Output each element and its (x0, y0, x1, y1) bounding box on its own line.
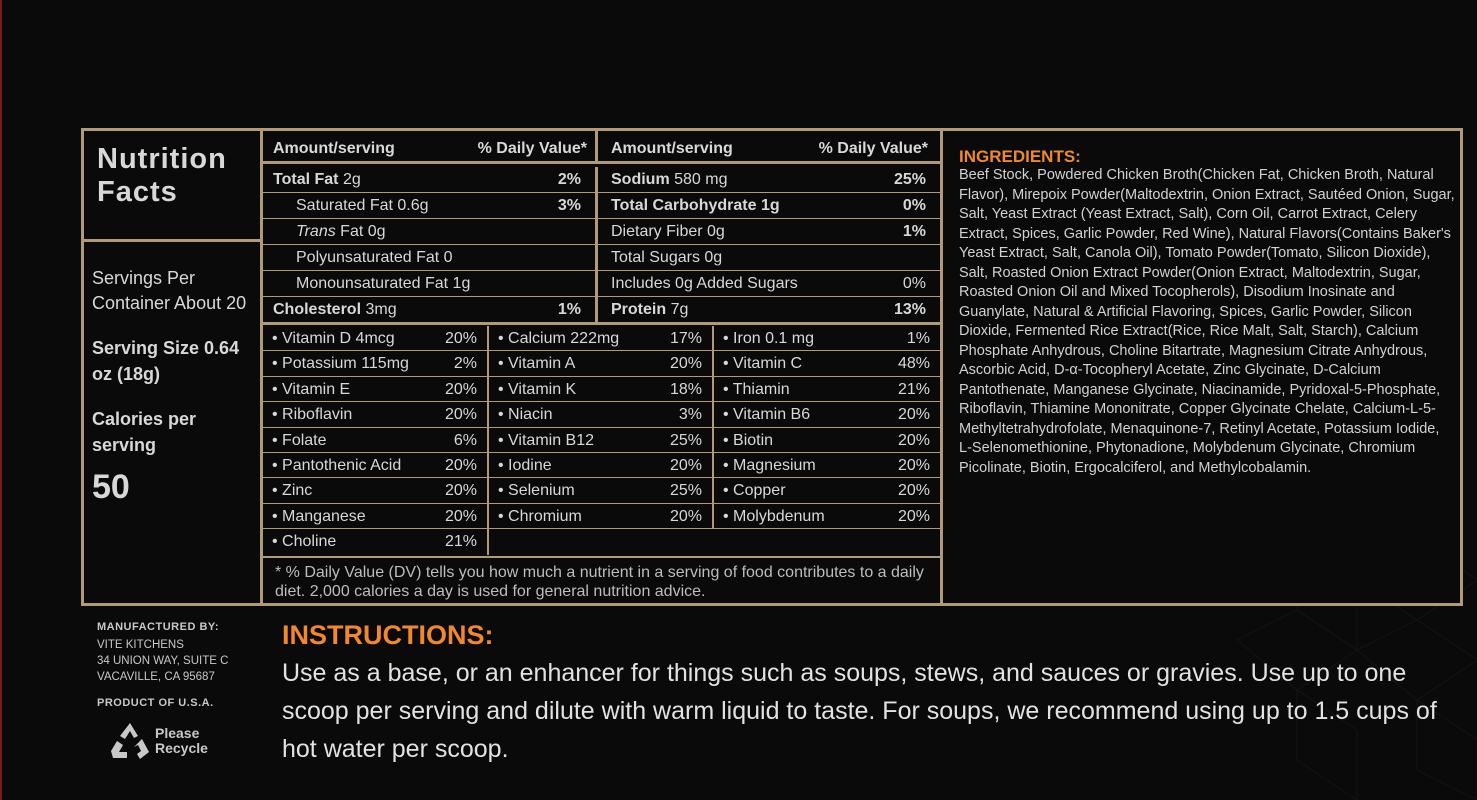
vitamin-name: • Vitamin A (498, 355, 576, 373)
vitamin-name: • Iodine (498, 457, 552, 474)
nutrient-name: Total Sugars 0g (611, 249, 723, 266)
vitamin-name: • Magnesium (723, 457, 816, 474)
vitamin-dv: 20% (897, 457, 930, 474)
vitamin-dv: 20% (669, 507, 702, 525)
vitamin-row (263, 529, 940, 554)
vitamin-cell (714, 478, 940, 502)
instructions-text: Use as a base, or an enhancer for things such as soups, stews, and sauces or gravies. Use up to one scoop per serving and dilute with warm liquid to taste. For soups, we recommend using up to 1.5 cups of hot water per scoop. (282, 659, 1437, 763)
manufactured-by-heading: MANUFACTURED BY: (97, 621, 220, 633)
left-edge-line (0, 0, 2, 800)
vitamin-cell (489, 504, 714, 528)
vitamin-name: • Iron 0.1 mg (723, 330, 814, 347)
recycle-badge (109, 721, 267, 761)
nutrient-amount: 580 mg (674, 171, 728, 188)
vitamin-name: • Biotin (723, 431, 774, 449)
nutrient-name: Total Carbohydrate 1g (611, 197, 780, 214)
nutrient-dv: 1% (902, 223, 926, 240)
recycle-line-2: Recycle (155, 740, 208, 756)
vitamin-cell (489, 351, 714, 375)
vitamin-row (263, 504, 940, 529)
vitamin-cell (714, 529, 940, 554)
vitamin-cell (489, 377, 714, 401)
vitamin-row (263, 478, 940, 503)
instructions-title: INSTRUCTIONS: (282, 620, 494, 650)
vitamin-dv: 2% (453, 355, 477, 373)
vitamin-cell (263, 529, 489, 554)
vitamin-dv: 20% (444, 507, 477, 525)
vitamin-name: • Copper (723, 482, 786, 500)
dv-header: % Daily Value* (477, 140, 587, 157)
vitamin-row (263, 326, 940, 351)
nutrient-label (273, 171, 361, 189)
nutrient-name: Total Fat (273, 171, 339, 188)
vitamin-name: • Vitamin B6 (723, 406, 811, 424)
vitamin-cell (714, 351, 940, 375)
amount-header: Amount/serving (273, 140, 395, 157)
nutrient-row (263, 193, 940, 219)
vitamin-dv: 20% (444, 457, 477, 474)
manufacturer-address-1: 34 UNION WAY, SUITE C (97, 655, 229, 667)
ingredients-text: Beef Stock, Powdered Chicken Broth(Chicken Fat, Chicken Broth, Natural Flavor), Mirepoix Powder(Maltodextrin, Onion Extract, Sautéed Onion, Sugar, Salt, Yeast Extract (Yeast Extract, Salt), Corn Oil, Carrot Extract, Celery Extract, Spices, Garlic Powder, Red Wine), Natural Flavors(Contains Baker's Yeast Extract, Salt, Canola Oil), Tomato Powder(Tomato, Silicon Dioxide), Salt, Roasted Onion Extract Powder(Onion Extract, Maltodextrin, Sugar, Roasted Onion Oil and Mixed Tocopherols), Disodium Inosinate and Guanylate, Natural & Artificial Flavoring, Spices, Garlic Powder, Silicon Dioxide, Fermented Rice Extract(Rice, Rice Malt, Salt, Starch), Calcium Phosphate Anhydrous, Choline Bitartrate, Magnesium Citrate Anhydrous, Ascorbic Acid, D-α-Tocopheryl Acetate, Zinc Glycinate, D-Calcium Pantothenate, Manganese Glycinate, Niacinamide, Pyridoxal-5-Phosphate, Riboflavin, Thiamine Mononitrate, Copper Glycinate Chelate, Calcium-L-5-Methyltetrahydrofolate, Menaquinone-7, Retinyl Acetate, Potassium Iodide, L-Selenomethionine, Phytonadione, Molybdenum Glycinate, Chromium Picolinate, Biotin, Ergocalciferol, and Methylcobalamin. (959, 167, 1455, 476)
nutrient-label (296, 275, 470, 293)
vitamin-cell (714, 402, 940, 426)
vitamin-cell (714, 428, 940, 452)
vitamin-row (263, 428, 940, 453)
nutrient-cell-right (601, 271, 940, 296)
nutrient-name: Cholesterol (273, 301, 362, 318)
vitamin-cell (263, 428, 489, 452)
nutrient-cell-left (263, 297, 598, 322)
vitamin-cell (714, 377, 940, 401)
vitamin-cell (263, 453, 489, 477)
nutrient-label (611, 275, 798, 293)
vitamin-dv: 20% (897, 431, 930, 449)
vitamin-name: • Folate (272, 431, 327, 449)
nutrient-name: Sodium (611, 171, 670, 188)
vitamin-cell (489, 478, 714, 502)
nutrient-row (263, 219, 940, 245)
serving-info (84, 242, 263, 606)
dv-header: % Daily Value* (818, 140, 928, 157)
nutrient-label (611, 249, 722, 267)
ingredients-section (940, 131, 1463, 606)
nutrient-amount: Fat 0g (340, 223, 386, 240)
nutrient-row (263, 297, 940, 325)
vitamin-dv: 21% (897, 380, 930, 398)
nutrient-label (611, 223, 725, 241)
calories-value: 50 (92, 468, 130, 506)
nutrition-panel (81, 128, 1463, 606)
nutrient-cell-right (601, 219, 940, 244)
vitamin-name: • Vitamin E (272, 380, 351, 398)
nutrient-name: Saturated Fat 0.6g (296, 197, 429, 214)
product-origin: PRODUCT OF U.S.A. (97, 697, 214, 709)
vitamin-dv: 20% (897, 406, 930, 424)
vitamin-cell (489, 529, 714, 554)
nutrient-dv: 0% (902, 275, 926, 292)
nutrient-label (296, 197, 429, 215)
nutrient-cell-left (263, 271, 598, 296)
vitamin-cell (714, 326, 940, 350)
nutrient-dv: 0% (902, 197, 926, 214)
serving-size: Serving Size 0.64 oz (18g) (92, 338, 240, 384)
vitamin-name: • Riboflavin (272, 406, 353, 424)
vitamin-dv: 18% (669, 380, 702, 398)
nutrient-row (263, 167, 940, 193)
nutrient-name: Polyunsaturated Fat 0 (296, 249, 453, 266)
ingredients-title: INGREDIENTS: (959, 147, 1081, 166)
nutrient-label (611, 301, 688, 319)
header-row (263, 131, 940, 164)
nutrient-label (611, 171, 728, 189)
nutrient-cell-left (263, 219, 598, 244)
nutrient-cell-left (263, 167, 598, 192)
nutrient-grid (263, 131, 940, 606)
vitamin-cell (263, 478, 489, 502)
instructions-section (282, 620, 1462, 768)
vitamin-name: • Thiamin (723, 380, 790, 398)
nutrient-label (296, 223, 386, 241)
vitamin-row (263, 351, 940, 376)
vitamin-dv: 20% (669, 457, 702, 474)
vitamin-cell (263, 326, 489, 350)
nutrient-dv: 2% (557, 171, 581, 188)
nutrient-row (263, 245, 940, 271)
vitamin-name: • Calcium 222mg (498, 330, 620, 347)
vitamin-row (263, 453, 940, 478)
amount-header: Amount/serving (611, 140, 733, 157)
nutrient-cell-left (263, 193, 598, 218)
vitamin-name: • Choline (272, 533, 337, 551)
vitamin-name: • Pantothenic Acid (272, 457, 402, 474)
nutrient-amount: 2g (342, 171, 361, 188)
vitamin-name: • Niacin (498, 406, 553, 424)
vitamin-cell (263, 351, 489, 375)
vitamin-name: • Potassium 115mg (272, 355, 409, 373)
nutrient-name: Trans (296, 223, 336, 240)
nutrient-dv: 25% (893, 171, 926, 188)
nutrient-dv: 1% (557, 301, 581, 318)
vitamin-dv: 3% (678, 406, 702, 424)
vitamin-name: • Vitamin B12 (498, 431, 595, 449)
daily-value-footnote: * % Daily Value (DV) tells you how much a nutrient in a serving of food contributes to a daily diet. 2,000 calories a day is used for general nutrition advice. (263, 556, 940, 606)
servings-per-container: Servings Per Container About 20 (92, 268, 247, 313)
vitamin-cell (263, 504, 489, 528)
recycle-line-1: Please (155, 725, 200, 741)
vitamin-dv: 25% (669, 431, 702, 449)
vitamin-name: • Selenium (498, 482, 575, 500)
nutrient-name: Dietary Fiber 0g (611, 223, 725, 240)
vitamin-name: • Vitamin C (723, 355, 803, 373)
nutrient-label (273, 301, 397, 319)
vitamin-row (263, 402, 940, 427)
vitamin-dv: 20% (444, 406, 477, 424)
nutrient-amount: 7g (670, 301, 689, 318)
vitamin-cell (489, 326, 714, 350)
nutrient-cell-right (601, 193, 940, 218)
nutrient-cell-right (601, 245, 940, 270)
vitamin-dv: 48% (897, 355, 930, 373)
vitamin-cell (714, 504, 940, 528)
vitamin-name: • Manganese (272, 507, 366, 525)
nutrition-facts-title: Nutrition Facts (84, 131, 263, 242)
nutrient-name: Protein (611, 301, 667, 318)
vitamin-dv: 20% (444, 380, 477, 398)
nutrient-label (296, 249, 453, 267)
nutrient-label (611, 197, 780, 215)
nutrient-cell-left (263, 245, 598, 270)
vitamin-dv: 20% (897, 507, 930, 525)
vitamin-dv: 21% (444, 533, 477, 551)
vitamin-name: • Vitamin D 4mcg (272, 330, 395, 347)
vitamin-name: • Zinc (272, 482, 313, 500)
vitamin-cell (489, 428, 714, 452)
vitamin-cell (263, 402, 489, 426)
nutrient-name: Includes 0g Added Sugars (611, 275, 798, 292)
vitamin-dv: 17% (669, 330, 702, 347)
nutrient-cell-right (601, 167, 940, 192)
vitamin-cell (489, 453, 714, 477)
manufacturer-name: VITE KITCHENS (97, 639, 184, 651)
vitamin-dv: 1% (906, 330, 930, 347)
calories-label: Calories per serving (92, 409, 197, 455)
vitamin-dv: 20% (669, 355, 702, 373)
vitamin-dv: 20% (444, 330, 477, 347)
vitamin-name: • Molybdenum (723, 507, 825, 525)
nutrient-name: Monounsaturated Fat 1g (296, 275, 471, 292)
nutrient-row (263, 271, 940, 297)
vitamin-cell (714, 453, 940, 477)
manufacturer-address-2: VACAVILLE, CA 95687 (97, 671, 215, 683)
vitamin-dv: 20% (897, 482, 930, 500)
vitamin-cell (489, 402, 714, 426)
nutrient-dv: 3% (557, 197, 581, 214)
nutrient-dv: 13% (893, 301, 926, 318)
nutrient-cell-right (601, 297, 940, 322)
vitamin-dv: 6% (453, 431, 477, 449)
vitamin-name: • Vitamin K (498, 380, 577, 398)
vitamin-cell (263, 377, 489, 401)
nutrient-amount: 3mg (365, 301, 397, 318)
vitamin-dv: 25% (669, 482, 702, 500)
vitamin-row (263, 377, 940, 402)
manufacturer-info (97, 621, 267, 761)
vitamin-dv: 20% (444, 482, 477, 500)
recycle-icon (109, 721, 151, 761)
vitamin-name: • Chromium (498, 507, 582, 525)
